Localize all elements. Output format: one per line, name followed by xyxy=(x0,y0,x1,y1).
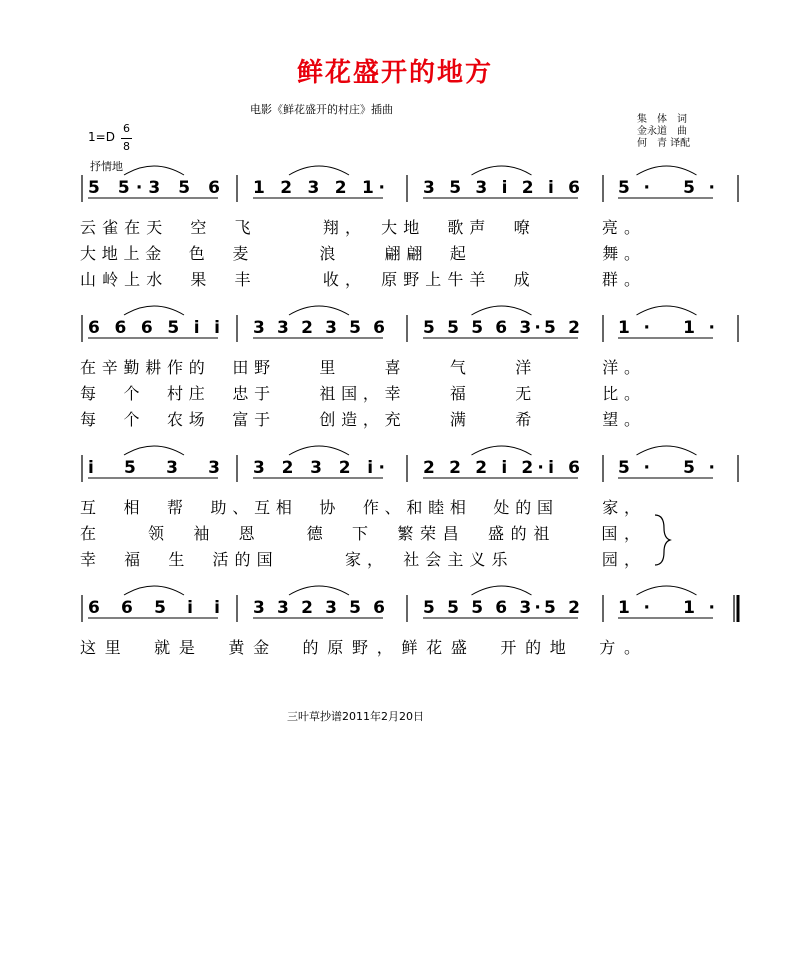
measure-notes: 5 5·3 5 6 xyxy=(88,178,220,198)
slur xyxy=(289,166,349,175)
slur xyxy=(637,446,697,455)
translator-credit: 何 青 译配 xyxy=(637,138,691,149)
transcription-note: 三叶草抄谱2011年2月20日 xyxy=(287,710,424,723)
measure-notes: 2 2 2 i 2·i 6 xyxy=(423,458,580,478)
slur xyxy=(637,166,697,175)
verse-brace xyxy=(655,515,670,565)
composer-credit: 金永道 曲 xyxy=(637,126,687,137)
slur xyxy=(124,166,184,175)
lyric-line: 互 相 帮 助、互相 协 作、和睦相 处的国 家， xyxy=(80,498,640,517)
expression-mark: 抒情地 xyxy=(90,160,123,173)
lyric-line: 这里 就是 黄金 的原野，鲜花盛 开的地 方。 xyxy=(80,638,640,657)
measure-notes: 5 5 5 6 3·5 2 xyxy=(423,598,580,618)
measure-notes: 5· 5· xyxy=(618,458,715,478)
measure-notes: 1· 1· xyxy=(618,598,715,618)
measure-notes: 3 5 3 i 2 i 6 xyxy=(423,178,580,198)
lyricist-credit: 集 体 词 xyxy=(637,114,687,125)
measure-notes: 5· 5· xyxy=(618,178,715,198)
measure-notes: 1 2 3 2 1· xyxy=(253,178,385,198)
key-signature: 1=D xyxy=(88,130,115,144)
measure-notes: 6 6 6 5 i i xyxy=(88,318,220,338)
measure-notes: 5 5 5 6 3·5 2 xyxy=(423,318,580,338)
lyric-line: 每 个 村庄 忠于 祖国，幸 福 无 比。 xyxy=(80,384,640,403)
measure-notes: i 5 3 3 xyxy=(88,458,220,478)
slur xyxy=(472,446,532,455)
slur xyxy=(124,586,184,595)
time-signature-bottom: 8 xyxy=(123,140,130,153)
measure-notes: 3 3 2 3 5 6 xyxy=(253,318,385,338)
measure-notes: 3 3 2 3 5 6 xyxy=(253,598,385,618)
lyric-line: 在辛勤耕作的 田野 里 喜 气 洋 洋。 xyxy=(80,358,640,377)
slur xyxy=(472,586,532,595)
lyric-line: 幸 福 生 活的国 家， 社会主义乐 园， xyxy=(80,550,640,569)
lyric-line: 在 领 袖 恩 德 下 繁荣昌 盛的祖 国， xyxy=(80,524,640,543)
lyric-line: 山岭上水 果 丰 收， 原野上牛羊 成 群。 xyxy=(80,270,640,289)
measure-notes: 3 2 3 2 i· xyxy=(253,458,385,478)
slur xyxy=(289,306,349,315)
lyric-line: 每 个 农场 富于 创造，充 满 希 望。 xyxy=(80,410,640,429)
song-title: 鲜花盛开的地方 xyxy=(296,58,493,88)
song-subtitle: 电影《鲜花盛开的村庄》插曲 xyxy=(250,103,393,116)
slur xyxy=(124,306,184,315)
measure-notes: 1· 1· xyxy=(618,318,715,338)
slur xyxy=(289,586,349,595)
slur xyxy=(637,306,697,315)
measure-notes: 6 6 5 i i xyxy=(88,598,220,618)
time-signature-top: 6 xyxy=(123,122,130,135)
slur xyxy=(472,166,532,175)
slur xyxy=(637,586,697,595)
lyric-line: 大地上金 色 麦 浪 翩翩 起 舞。 xyxy=(80,244,640,263)
slur xyxy=(472,306,532,315)
lyric-line: 云雀在天 空 飞 翔， 大地 歌声 嘹 亮。 xyxy=(80,218,640,237)
slur xyxy=(124,446,184,455)
slur xyxy=(289,446,349,455)
